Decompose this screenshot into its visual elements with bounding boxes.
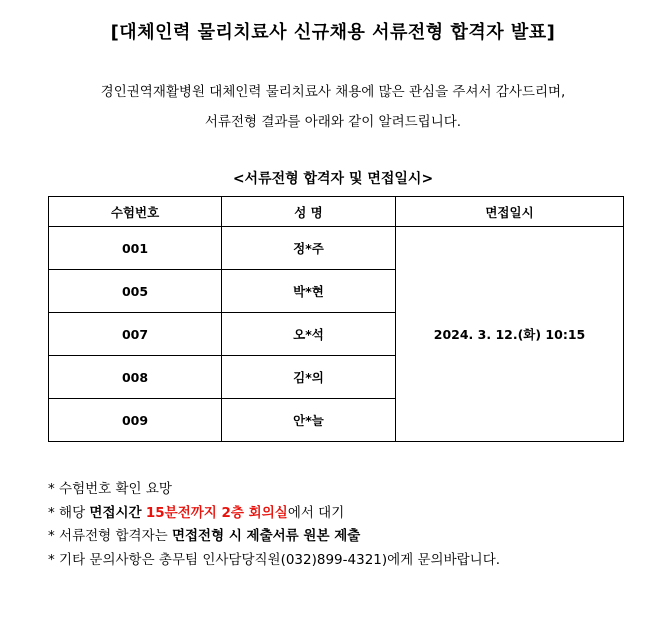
name-cell: 김*의 [222,356,396,399]
exam-number-cell: 009 [49,399,222,442]
note-check-exam-number: * 수험번호 확인 요망 [48,481,172,497]
header-interview-datetime: 면접일시 [396,197,624,227]
page-title: [대체인력 물리치료사 신규채용 서류전형 합격자 발표] [110,22,556,43]
name-cell: 박*현 [222,270,396,313]
note-highlight: 15분전까지 2층 회의실 [145,504,288,521]
note-text: * 해당 [48,504,90,521]
name-cell: 오*석 [222,313,396,356]
notes-section [48,478,648,572]
note-text: * 서류전형 합격자는 [48,528,172,544]
exam-number-cell: 008 [49,356,222,399]
table-header-row [49,197,624,227]
note-emphasis: 면접시간 [89,504,142,521]
exam-number-cell: 007 [49,313,222,356]
note-emphasis: 면접전형 시 제출서류 원본 제출 [171,528,361,544]
exam-number-cell: 001 [49,227,222,270]
note-text: 에서 대기 [287,504,345,521]
note-contact: * 기타 문의사항은 총무팀 인사담당직원(032)899-4321)에게 문의바랍니다. [48,551,501,568]
interview-datetime-cell: 2024. 3. 12.(화) 10:15 [396,227,624,442]
results-table [48,196,624,442]
header-name: 성 명 [222,197,396,227]
intro-line-2: 서류전형 결과를 아래와 같이 알려드립니다. [204,114,462,130]
note-submit-documents [48,525,648,549]
exam-number-cell: 005 [49,270,222,313]
intro-line-1: 경인권역재활병원 대체인력 물리치료사 채용에 많은 관심을 주셔서 감사드리며, [100,84,566,100]
note-wait-location [48,502,648,526]
table-row [49,227,624,270]
table-subtitle: <서류전형 합격자 및 면접일시> [232,171,434,187]
name-cell: 안*늘 [222,399,396,442]
name-cell: 정*주 [222,227,396,270]
header-exam-number: 수험번호 [49,197,222,227]
